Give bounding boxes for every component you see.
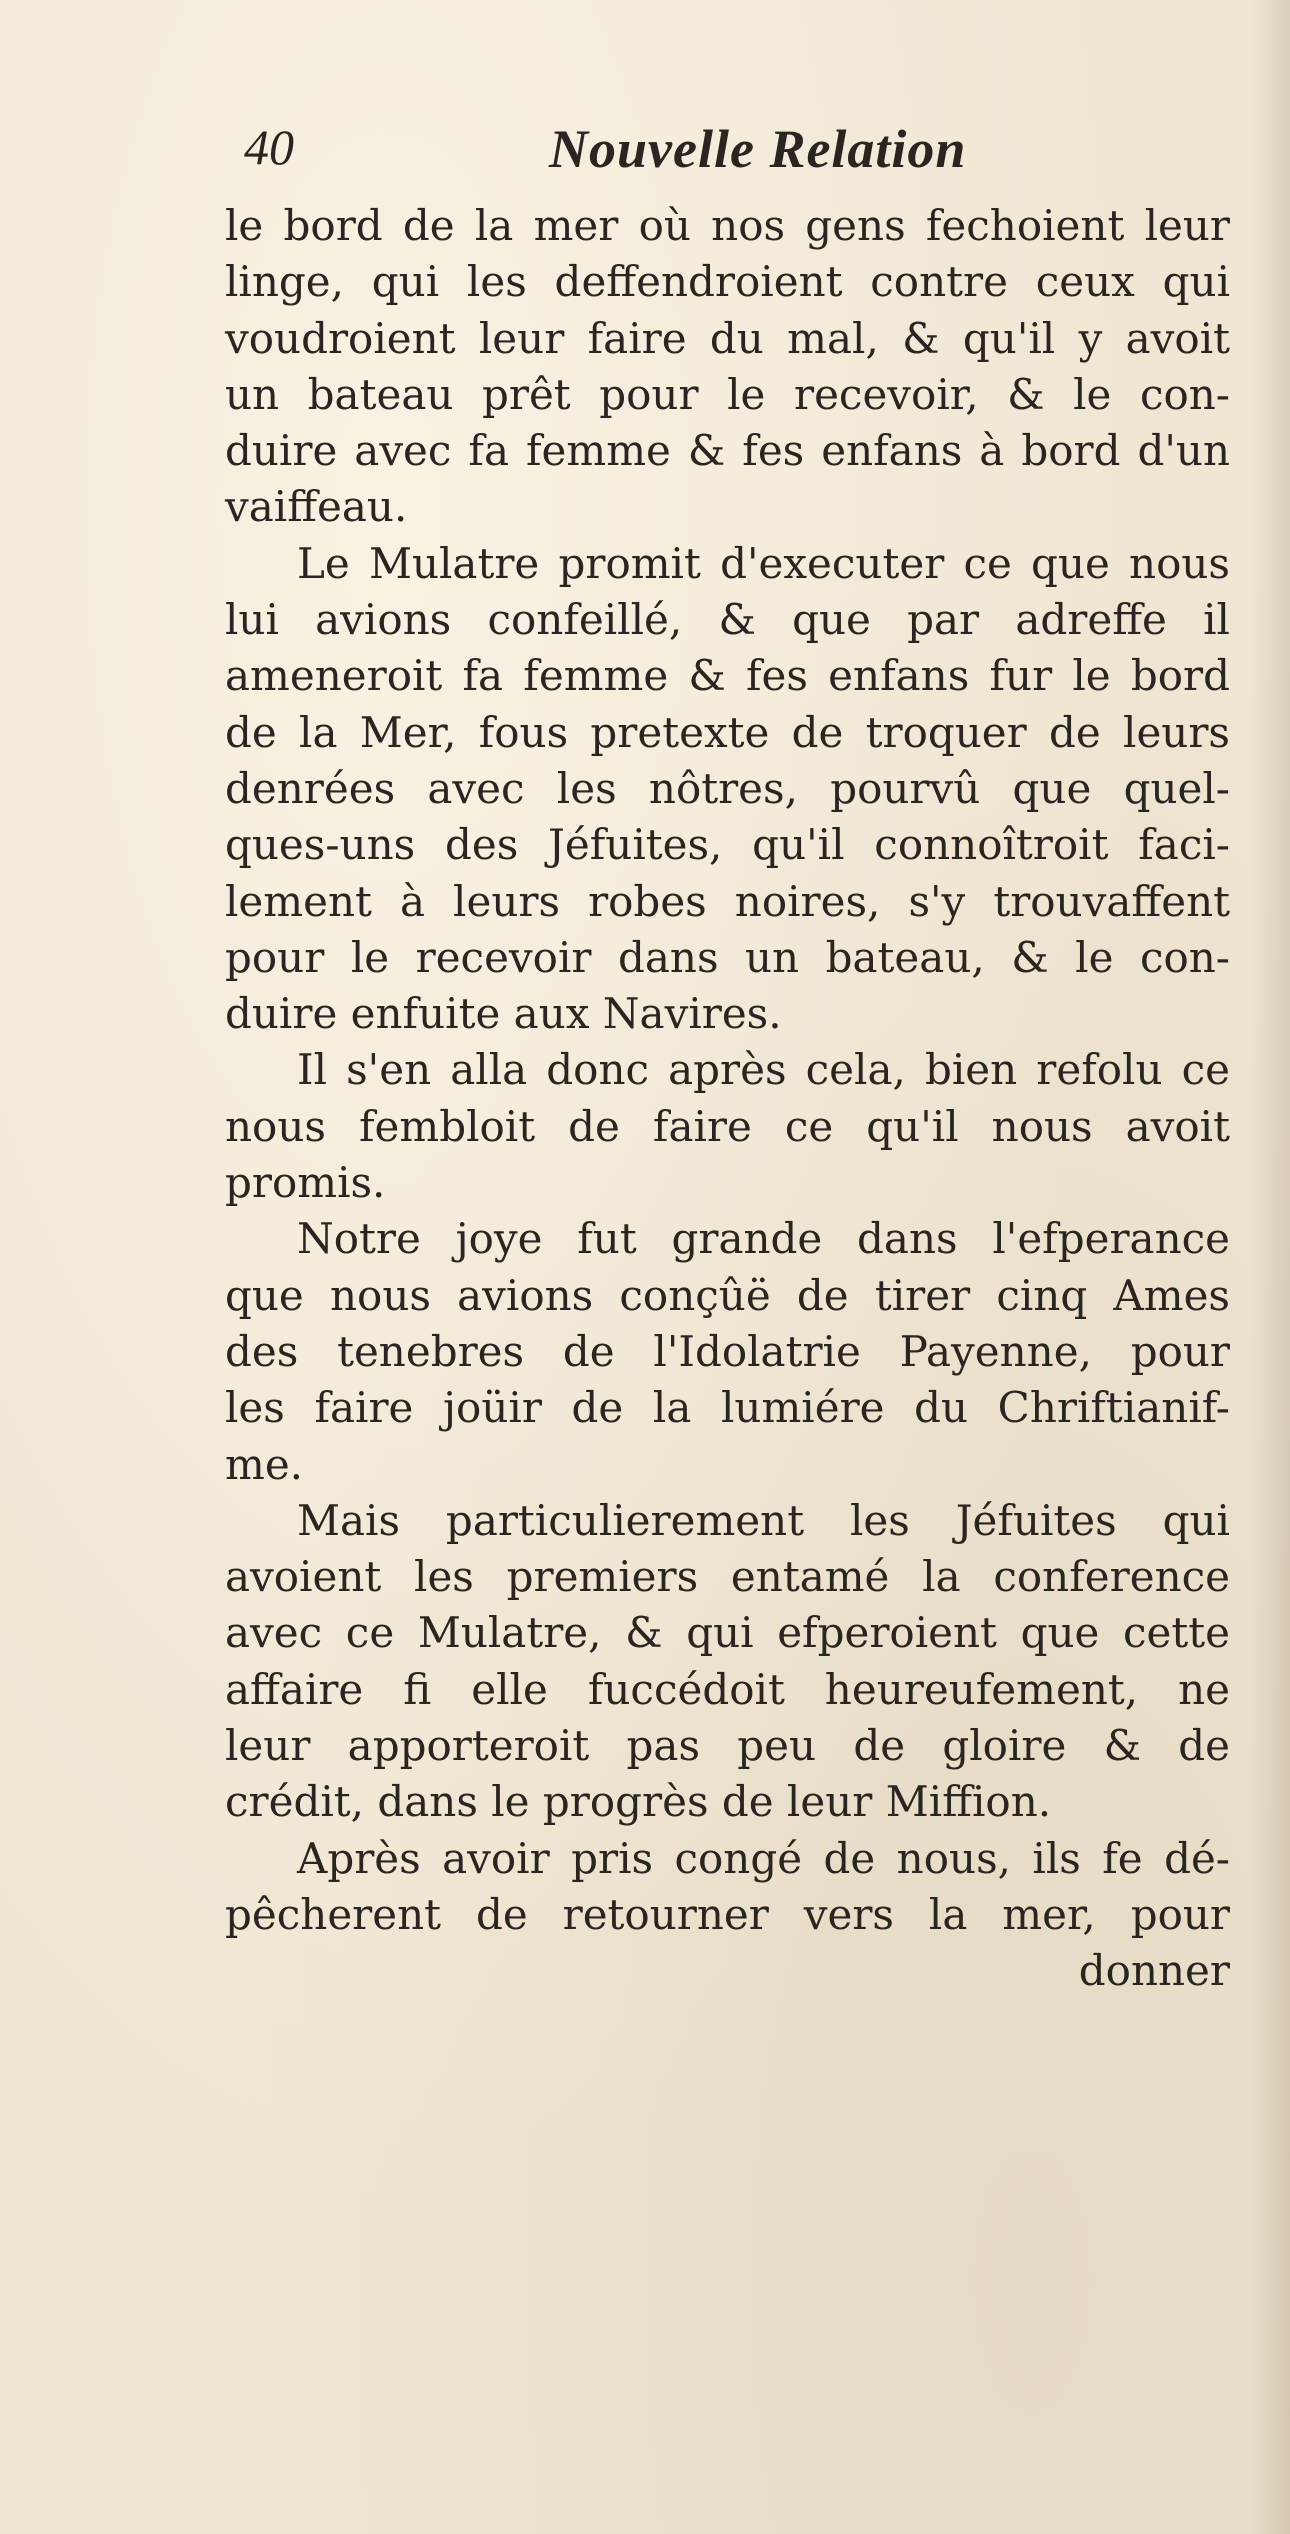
paragraph-start-line: Mais particulierement les Jéfuites qui (297, 1495, 1230, 1545)
text-line: nous fembloit de faire ce qu'il nous avoit (225, 1101, 1230, 1151)
paragraph-start-line: Il s'en alla donc après cela, bien refolu ce (297, 1045, 1230, 1095)
text-line: lui avions confeillé, & que par adreffe il (225, 595, 1230, 645)
text-line: me. (225, 1439, 304, 1489)
text-line: duire avec fa femme & fes enfans à bord d'un (225, 426, 1230, 476)
text-line: duire enfuite aux Navires. (225, 989, 782, 1039)
page-number: 40 (244, 119, 294, 175)
text-line: pêcherent de retourner vers la mer, pour (225, 1889, 1230, 1939)
text-line: affaire fi elle fuccédoit heureufement, ne (225, 1664, 1230, 1714)
page-edge-shadow (1250, 0, 1290, 2534)
paragraph-start-line: Le Mulatre promit d'executer ce que nous (297, 538, 1230, 588)
paragraph-start-line: Notre joye fut grande dans l'efperance (297, 1214, 1230, 1264)
body-text (225, 198, 1230, 2000)
text-line: le bord de la mer où nos gens fechoient leur (225, 201, 1230, 250)
text-line: de la Mer, fous pretexte de troquer de leurs (225, 707, 1230, 757)
catchword: donner (1078, 1946, 1230, 1996)
text-line: ques-uns des Jéfuites, qu'il connoîtroit faci- (225, 820, 1230, 870)
text-line: que nous avions conçûë de tirer cinq Ames (225, 1270, 1230, 1320)
text-line: crédit, dans le progrès de leur Miffion. (225, 1777, 1052, 1827)
text-line: avec ce Mulatre, & qui efperoient que cette (225, 1608, 1230, 1658)
running-title: Nouvelle Relation (549, 119, 967, 179)
paragraph-start-line: Après avoir pris congé de nous, ils fe dé- (297, 1833, 1230, 1883)
text-line: des tenebres de l'Idolatrie Payenne, pour (225, 1326, 1230, 1376)
text-line: un bateau prêt pour le recevoir, & le con- (225, 369, 1230, 419)
text-line: pour le recevoir dans un bateau, & le con- (225, 932, 1230, 982)
text-line: vaiffeau. (225, 482, 408, 532)
text-line: denrées avec les nôtres, pourvû que quel- (225, 763, 1230, 813)
text-line: linge, qui les deffendroient contre ceux qui (225, 257, 1230, 307)
text-line: voudroient leur faire du mal, & qu'il y avoit (225, 313, 1230, 363)
text-line: leur apporteroit pas peu de gloire & de (225, 1721, 1230, 1771)
page-header (244, 118, 1004, 188)
text-line: avoient les premiers entamé la conference (225, 1552, 1230, 1602)
text-line: les faire joüir de la lumiére du Chriftianif- (225, 1383, 1230, 1433)
text-line: ameneroit fa femme & fes enfans fur le bord (225, 651, 1230, 701)
text-line: promis. (225, 1158, 386, 1208)
text-line: lement à leurs robes noires, s'y trouvaffent (225, 876, 1230, 926)
